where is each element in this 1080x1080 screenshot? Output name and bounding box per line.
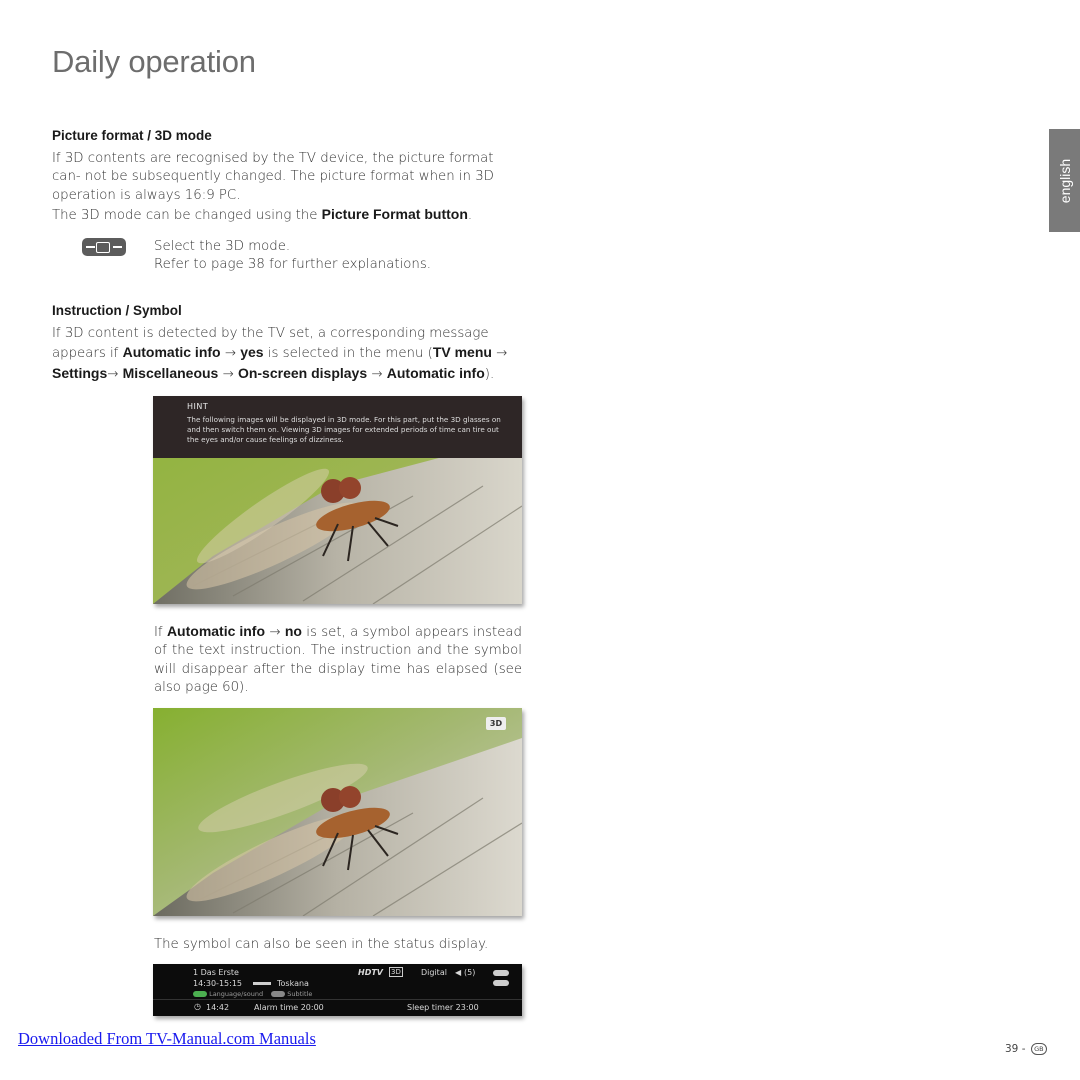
bold-term: yes: [240, 344, 264, 361]
bold-term: Automatic info: [122, 344, 221, 361]
bold-term: Automatic info: [166, 623, 266, 639]
3d-symbol-badge: 3D: [486, 717, 506, 730]
subtitle-label: Subtitle: [287, 990, 313, 998]
green-button-icon: [193, 991, 207, 997]
programme-time: 14:30-15:15: [193, 979, 242, 988]
bold-term: On-screen displays: [237, 364, 368, 381]
status-display-bar: [153, 964, 522, 1016]
text-button-icon: [271, 991, 285, 997]
info-button-icon: [493, 970, 509, 976]
hint-title: HINT: [187, 402, 209, 411]
picture-format-button-icon: [82, 238, 126, 256]
text-run: If 3D content is detected by the TV set, a corresponding message appears if: [52, 326, 489, 362]
bold-term: TV menu: [432, 344, 492, 361]
language-tab[interactable]: [1049, 129, 1080, 232]
text-run: If: [154, 625, 167, 640]
step-instruction: [154, 238, 514, 275]
speaker-icon: ◀: [455, 968, 462, 977]
hdtv-logo: HDTV: [358, 968, 383, 977]
dragonfly-photo-with-symbol: [153, 708, 522, 916]
arrow-glyph: →: [224, 346, 236, 362]
page-number-text: 39 -: [1005, 1043, 1026, 1055]
step-line: Refer to page 38 for further explanations.: [154, 257, 431, 273]
section-heading-instruction-symbol: Instruction / Symbol: [52, 303, 182, 318]
bold-term: Picture Format button: [321, 205, 468, 222]
bold-term: Miscellaneous: [122, 364, 219, 381]
bold-term: Settings: [52, 364, 108, 381]
text-run: .: [467, 207, 473, 223]
text-run: is selected in the menu (: [263, 346, 433, 362]
text-run: is set, a symbol appears instead of the text instruction. The instruction and the symbol will disappear after the display time has elapsed (see also page 60).: [154, 625, 522, 695]
volume-level: (5): [464, 968, 476, 977]
text-run: The 3D mode can be changed using the: [52, 207, 322, 223]
gb-country-badge: GB: [1031, 1043, 1047, 1055]
download-source-link[interactable]: Downloaded From TV-Manual.com Manuals: [18, 1029, 316, 1048]
page-number: [1005, 1043, 1047, 1055]
clock-icon: ◷: [194, 1002, 201, 1011]
bold-term: Automatic info: [386, 364, 485, 381]
paragraph-text: If 3D contents are recognised by the TV device, the picture format can- not be subsequently changed. The picture format when in 3D operation is always 16:9 PC.: [52, 151, 494, 203]
arrow-glyph: →: [269, 625, 281, 640]
audio-format: Digital: [421, 968, 447, 977]
text-run: ).: [484, 366, 495, 382]
3d-status-symbol: 3D: [391, 968, 401, 976]
clock-time: 14:42: [206, 1003, 230, 1012]
language-sound-option[interactable]: [193, 990, 312, 998]
arrow-glyph: →: [496, 346, 508, 362]
arrow-in-icon: [113, 246, 122, 248]
channel-name: 1 Das Erste: [193, 968, 239, 977]
sleep-timer: Sleep timer 23:00: [407, 1003, 479, 1012]
hint-text: The following images will be displayed in 3D mode. For this part, put the 3D glasses on and then switch them on. Viewing 3D images for extended periods of time can tire out the eyes and/or cause feelings of dizziness.: [187, 415, 501, 444]
status-caption: The symbol can also be seen in the status display.: [154, 937, 489, 952]
alarm-time: Alarm time 20:00: [254, 1003, 324, 1012]
arrow-glyph: →: [371, 366, 383, 382]
progress-bar: [253, 982, 271, 985]
section-paragraph-instruction: [52, 325, 522, 384]
arrow-glyph: →: [107, 366, 119, 382]
step-line: Select the 3D mode.: [154, 239, 291, 254]
screen-icon: [96, 242, 110, 253]
info-button-icon: [493, 980, 509, 986]
dragonfly-image: [153, 708, 522, 916]
arrow-in-icon: [86, 246, 95, 248]
divider: [153, 999, 522, 1000]
language-sound-label: Language/sound: [209, 990, 264, 998]
arrow-glyph: →: [222, 366, 234, 382]
programme-title: Toskana: [277, 979, 309, 988]
paragraph-text: [52, 205, 522, 225]
hint-message-box: [153, 396, 522, 458]
section-paragraph-symbol: [154, 622, 522, 697]
language-tab-label: english: [1056, 158, 1073, 203]
section-paragraph-picture-format: [52, 150, 522, 225]
bold-term: no: [284, 623, 302, 639]
page-title: Daily operation: [52, 44, 256, 79]
section-heading-picture-format: Picture format / 3D mode: [52, 128, 212, 143]
